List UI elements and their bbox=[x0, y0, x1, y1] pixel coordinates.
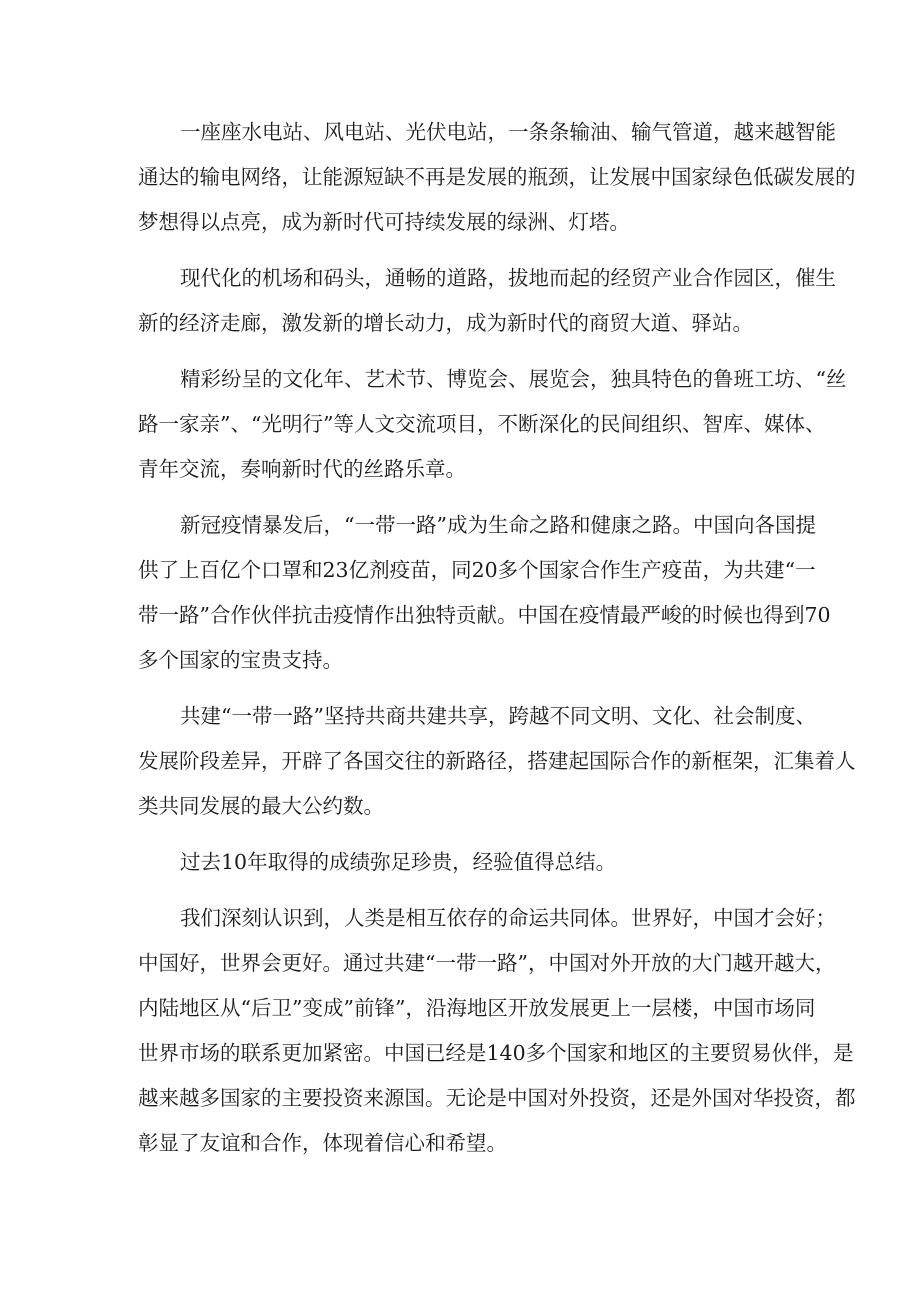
text-line: 发展阶段差异，开辟了各国交往的新路径，搭建起国际合作的新框架，汇集着人 bbox=[138, 749, 856, 773]
paragraph-conclusion bbox=[138, 896, 856, 1166]
text-line: 青年交流，奏响新时代的丝路乐章。 bbox=[138, 457, 466, 481]
text-line: 新冠疫情暴发后，“一带一路”成为生命之路和健康之路。中国向各国提 bbox=[180, 513, 816, 537]
text-line: 通达的输电网络，让能源短缺不再是发展的瓶颈，让发展中国家绿色低碳发展的 bbox=[138, 165, 856, 189]
text-line: 过去10年取得的成绩弥足珍贵，经验值得总结。 bbox=[180, 850, 617, 874]
text-line: 世界市场的联系更加紧密。中国已经是140多个国家和地区的主要贸易伙伴，是 bbox=[138, 1041, 854, 1065]
article-body bbox=[138, 110, 856, 1177]
text-line: 供了上百亿个口罩和23亿剂疫苗，同20多个国家合作生产疫苗，为共建“一 bbox=[138, 558, 816, 582]
text-line: 中国好，世界会更好。通过共建“一带一路”，中国对外开放的大门越开越大， bbox=[138, 951, 836, 975]
text-line: 多个国家的宝贵支持。 bbox=[138, 648, 343, 672]
text-line: 一座座水电站、风电站、光伏电站，一条条输油、输气管道，越来越智能 bbox=[180, 120, 836, 144]
text-line: 共建“一带一路”坚持共商共建共享，跨越不同文明、文化、社会制度、 bbox=[180, 704, 816, 728]
text-line: 带一路”合作伙伴抗击疫情作出独特贡献。中国在疫情最严峻的时候也得到70 bbox=[138, 603, 831, 627]
text-line: 路一家亲”、“光明行”等人文交流项目，不断深化的民间组织、智库、媒体、 bbox=[138, 412, 826, 436]
paragraph-culture bbox=[138, 357, 847, 492]
paragraph-pandemic bbox=[138, 503, 831, 683]
paragraph-infrastructure bbox=[138, 256, 836, 346]
text-line: 彰显了友谊和合作，体现着信心和希望。 bbox=[138, 1131, 507, 1155]
paragraph-cooperation bbox=[138, 694, 856, 829]
text-line: 越来越多国家的主要投资来源国。无论是中国对外投资，还是外国对华投资，都 bbox=[138, 1086, 856, 1110]
text-line: 新的经济走廊，激发新的增长动力，成为新时代的商贸大道、驿站。 bbox=[138, 311, 753, 335]
text-line: 精彩纷呈的文化年、艺术节、博览会、展览会，独具特色的鲁班工坊、“丝 bbox=[180, 367, 847, 391]
text-line: 我们深刻认识到，人类是相互依存的命运共同体。世界好，中国才会好； bbox=[180, 906, 836, 930]
text-line: 内陆地区从“后卫”变成”前锋”，沿海地区开放发展更上一层楼，中国市场同 bbox=[138, 996, 816, 1020]
text-line: 类共同发展的最大公约数。 bbox=[138, 794, 384, 818]
text-line: 现代化的机场和码头，通畅的道路，拔地而起的经贸产业合作园区，催生 bbox=[180, 266, 836, 290]
paragraph-energy bbox=[138, 110, 856, 245]
paragraph-achievements bbox=[138, 840, 802, 885]
text-line: 梦想得以点亮，成为新时代可持续发展的绿洲、灯塔。 bbox=[138, 210, 630, 234]
